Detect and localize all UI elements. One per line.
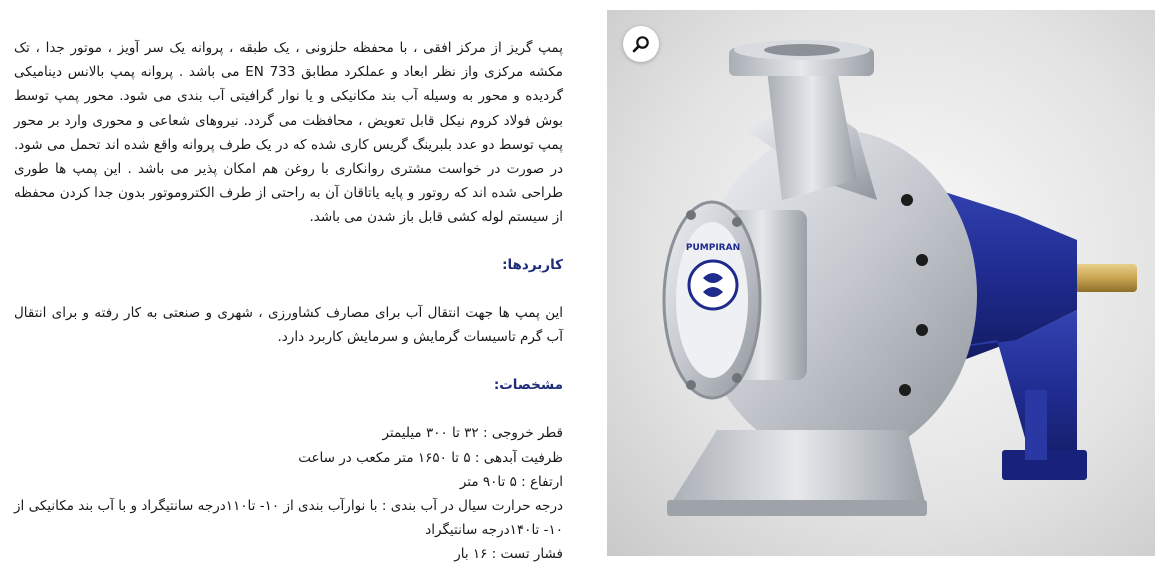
pump-shaft xyxy=(1075,264,1137,292)
specs-heading: مشخصات: xyxy=(493,377,563,394)
spec-temperature: درجه حرارت سیال در آب بندی : با نوارآب بندی از ۱۰- تا۱۱۰درجه سانتیگراد و با آب بند مکانیکی از ۱۰- تا۱۴۰درجه سانتیگراد xyxy=(14,498,563,539)
casing-foot xyxy=(667,430,927,510)
zoom-button[interactable] xyxy=(623,26,659,62)
discharge-neck xyxy=(767,70,857,200)
spec-capacity: ظرفیت آبدهی : ۵ تا ۱۶۵۰ متر مکعب در ساعت xyxy=(298,449,563,466)
spec-test-pressure: فشار تست : ۱۶ بار xyxy=(454,546,563,563)
brand-logo-text: PUMPIRAN xyxy=(685,243,741,253)
magnifier-icon xyxy=(632,35,650,53)
spec-outlet-diameter: قطر خروجی : ۳۲ تا ۳۰۰ میلیمتر xyxy=(382,425,563,442)
intro-paragraph: پمپ گریز از مرکز افقی ، با محفظه حلزونی ، یک طبقه ، پروانه یک سر آویز ، موتور جدا ، تک مکشه مرکزی واز نظر ابعاد و عملکرد مطابق EN 733 می باشد . پروانه پمپ بالانس دینامیکی گردیده و محور به وسیله آب بند مکانیکی و یا نوار گرافیتی آب بندی می شود. محور پمپ توسط بوش فولاد کروم نیکل قابل تعویض ، محافظت می گردد. نیروهای شعاعی و محوری وارد بر محور پمپ توسط دو عدد بلبرینگ گریس کاری شده که در یک طرف پروانه واقع شده اند تحمل می شود. در صورت در خواست مشتری روانکاری با روغن هم امکان پذیر می باشد . این پمپ ها طوری طراحی شده اند که روتور و پایه یاتاقان آن به راحتی از طرف الکتروموتور بدون جدا کردن محفظه از سیستم لوله کشی قابل باز شدن می باشد. xyxy=(14,40,563,226)
pump-illustration xyxy=(607,10,1155,556)
specs-list xyxy=(14,421,563,566)
applications-heading: کاربردها: xyxy=(502,256,563,273)
spec-head: ارتفاع : ۵ تا۹۰ متر xyxy=(459,473,563,490)
product-description xyxy=(14,36,563,567)
applications-paragraph: این پمپ ها جهت انتقال آب برای مصارف کشاورزی ، شهری و صنعتی به کار رفته و برای انتقال آب گرم تاسیسات گرمایش و سرمایش کاربرد دارد. xyxy=(14,304,563,346)
brand-plate xyxy=(686,243,740,309)
product-image-panel xyxy=(607,10,1155,556)
